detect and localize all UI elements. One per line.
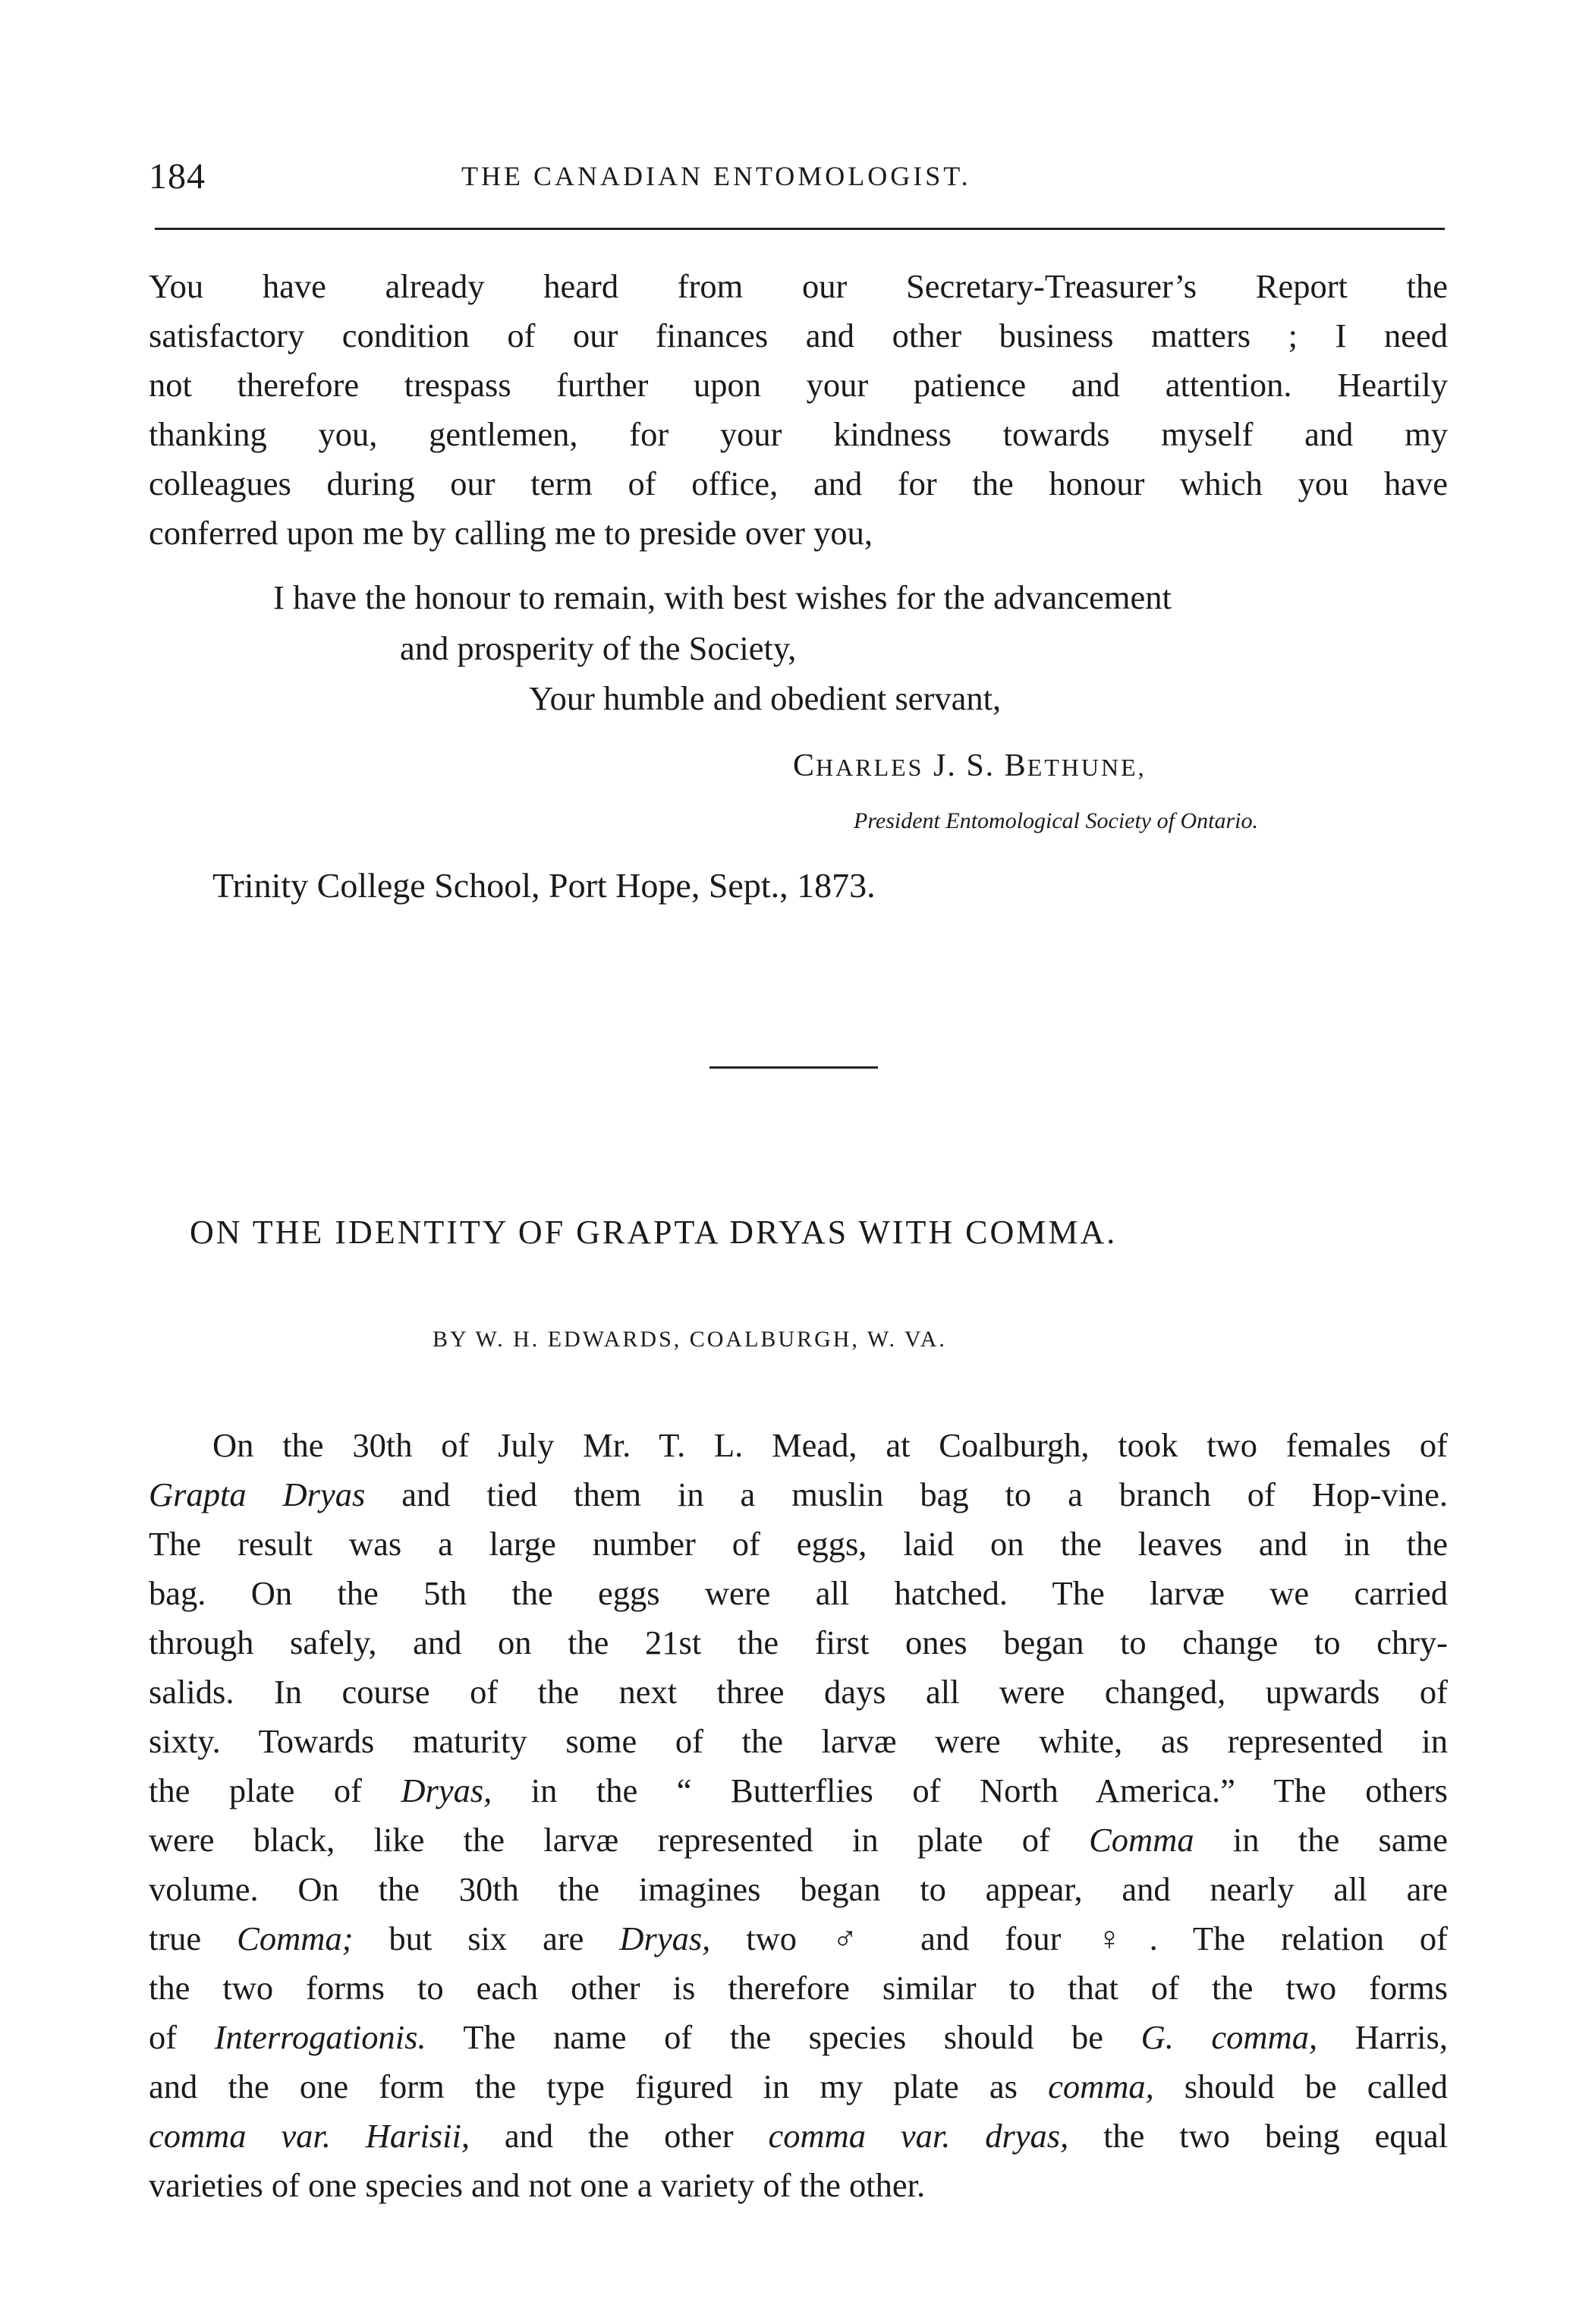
closing-line: Your humble and obedient servant,: [529, 679, 1002, 717]
italic-run: Interrogationis.: [214, 2018, 426, 2056]
text-line: [149, 1470, 1448, 1519]
italic-run: G. comma,: [1140, 2018, 1318, 2056]
italic-run: Grapta Dryas: [149, 1475, 366, 1513]
italic-run: comma,: [1048, 2067, 1154, 2105]
text-line: through safely, and on the 21st the first ones began to change to chry-: [149, 1623, 1448, 1661]
text-run: the plate of: [149, 1771, 401, 1809]
italic-run: Comma;: [237, 1919, 354, 1957]
text-run: in the “ Butterflies of North America.” The others: [492, 1771, 1448, 1809]
italic-run: comma var. Harisii,: [149, 2117, 470, 2155]
text-line: varieties of one species and not one a variety of the other.: [149, 2166, 926, 2204]
article-title: ON THE IDENTITY OF GRAPTA DRYAS WITH COMMA.: [190, 1214, 1118, 1251]
text-line: satisfactory condition of our finances and other business matters ; I need: [149, 316, 1448, 354]
signature-part: B: [1004, 748, 1027, 783]
signature-part: HARLES: [816, 754, 924, 781]
closing-line: I have the honour to remain, with best wishes for the advancement: [273, 578, 1172, 616]
dateline: Trinity College School, Port Hope, Sept., 1873.: [212, 866, 876, 905]
text-line: The result was a large number of eggs, laid on the leaves and in the: [149, 1525, 1448, 1563]
text-line: sixty. Towards maturity some of the larvæ were white, as represented in: [149, 1722, 1448, 1760]
signature-part: C: [793, 748, 816, 783]
text-run: in the same: [1194, 1821, 1448, 1859]
section-divider: [709, 1066, 878, 1069]
text-run: and tied them in a muslin bag to a branch of Hop-vine.: [365, 1475, 1448, 1513]
text-line: conferred upon me by calling me to preside over you,: [149, 514, 873, 552]
page-number: 184: [149, 156, 206, 197]
text-line: thanking you, gentlemen, for your kindness towards myself and my: [149, 415, 1448, 453]
text-line: [149, 1914, 1448, 1963]
text-line: [149, 1815, 1448, 1865]
signature-part: ETHUNE,: [1027, 754, 1147, 781]
text-run: two ♂ and four ♀. The relation of: [710, 1919, 1449, 1957]
closing-line: and prosperity of the Society,: [400, 629, 797, 667]
text-run: and the other: [469, 2117, 769, 2155]
italic-run: Comma: [1089, 1821, 1194, 1859]
article-paragraph: [149, 1421, 1448, 2210]
text-run: The name of the species should be: [426, 2018, 1141, 2056]
text-line: [149, 1421, 1448, 1470]
italic-run: comma var. dryas,: [768, 2117, 1069, 2155]
signature-part: J. S.: [923, 748, 1005, 783]
text-run: and the one form the type figured in my plate as: [149, 2067, 1049, 2105]
text-line: bag. On the 5th the eggs were all hatched. The larvæ we carried: [149, 1574, 1448, 1612]
italic-run: Dryas,: [401, 1771, 492, 1809]
text-run: the two being equal: [1068, 2117, 1448, 2155]
text-line: not therefore trespass further upon your patience and attention. Heartily: [149, 366, 1448, 404]
text-run: On the 30th of July Mr. T. L. Mead, at Coalburgh, took two females of: [212, 1426, 1448, 1464]
text-run: of: [149, 2018, 215, 2056]
affiliation: President Entomological Society of Ontario.: [854, 808, 1258, 833]
text-run: were black, like the larvæ represented in plate of: [149, 1821, 1090, 1859]
journal-title: THE CANADIAN ENTOMOLOGIST.: [461, 161, 971, 191]
text-line: [149, 2111, 1448, 2161]
text-run: Harris,: [1317, 2018, 1448, 2056]
text-line: [149, 1766, 1448, 1815]
text-run: true: [149, 1919, 238, 1957]
text-line: You have already heard from our Secretary-Treasurer’s Report the: [149, 267, 1448, 305]
text-line: [149, 2062, 1448, 2111]
text-line: colleagues during our term of office, and for the honour which you have: [149, 464, 1448, 502]
text-line: volume. On the 30th the imagines began to appear, and nearly all are: [149, 1870, 1448, 1908]
running-head: [149, 156, 1448, 201]
text-line: salids. In course of the next three days all were changed, upwards of: [149, 1673, 1448, 1711]
italic-run: Dryas,: [619, 1919, 711, 1957]
text-run: should be called: [1153, 2067, 1448, 2105]
signature: [793, 748, 1147, 784]
text-line: the two forms to each other is therefore similar to that of the two forms: [149, 1969, 1448, 2007]
header-rule: [155, 228, 1445, 230]
text-line: [149, 2013, 1448, 2062]
text-run: but six are: [353, 1919, 620, 1957]
letter-paragraph: [149, 262, 1448, 558]
byline: BY W. H. EDWARDS, COALBURGH, W. VA.: [433, 1327, 947, 1352]
